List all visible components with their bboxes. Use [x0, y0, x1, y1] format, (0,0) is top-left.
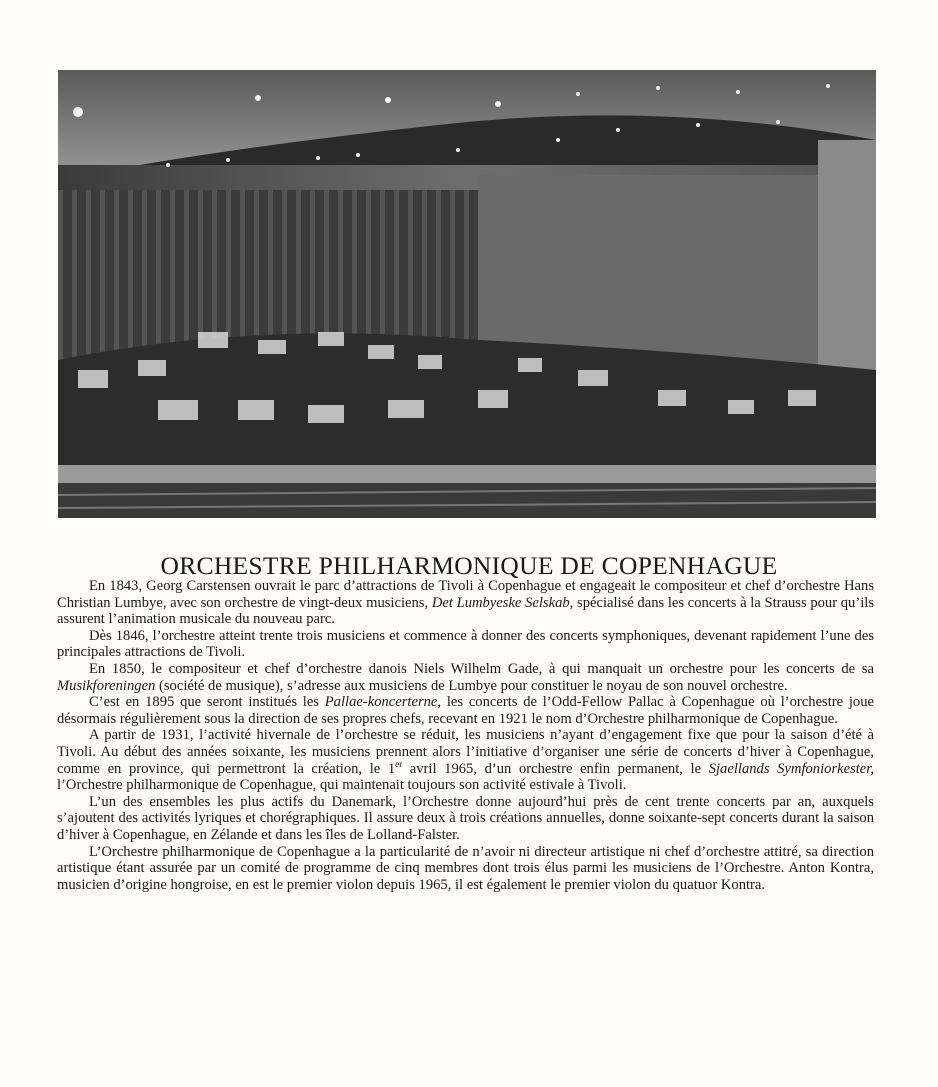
italic-title: Sjaellands Symfoniorkester,	[708, 760, 874, 777]
text-run: spécialisé dans les concerts à la Strauss pour qu’ils assurent l’animation musicale du nouveau parc.	[57, 594, 875, 628]
paragraph	[57, 661, 874, 694]
text-run: avril 1965, d’un orchestre enfin permanent, le	[402, 760, 709, 777]
italic-title: Musikforeningen	[57, 677, 156, 694]
text-run: C’est en 1895 que seront institués les	[89, 694, 325, 711]
paragraph	[57, 628, 874, 661]
italic-title: Pallae-koncerterne,	[324, 694, 442, 711]
paragraph	[57, 727, 874, 793]
text-run: A partir de 1931, l’activité hivernale de l’orchestre se réduit, les musiciens n’ayant d’engagement fixe que pour la saison d’été à Tivoli. Au début des années soixante, les musiciens prennent alors l’initiative d’organiser une série de concerts d’hiver à Copenhague, comme en province, qui permettront la création, le 1	[57, 727, 874, 777]
text-run: (société de musique), s’adresse aux musiciens de Lumbye pour constituer le noyau de son nouvel orchestre.	[155, 677, 788, 694]
text-run: Dès 1846, l’orchestre atteint trente trois musiciens et commence à donner des concerts symphoniques, devenant rapidement l’une des principales attractions de Tivoli.	[57, 627, 874, 661]
text-run: En 1850, le compositeur et chef d’orchestre danois Niels Wilhelm Gade, à qui manquait un orchestre pour les concerts de sa	[89, 660, 874, 677]
article-body	[57, 578, 874, 893]
text-run: En 1843, Georg Carstensen ouvrait le parc d’attractions de Tivoli à Copenhague et engageait le compositeur et chef d’orchestre Hans Christian Lumbye, avec son orchestre de vingt-deux musiciens,	[57, 578, 874, 611]
orchestra-photo	[58, 70, 876, 518]
paragraph	[57, 578, 874, 628]
paragraph	[57, 794, 874, 844]
text-run: L’Orchestre philharmonique de Copenhague a la particularité de n’avoir ni directeur artistique ni chef d’orchestre attitré, sa direction artistique étant assurée par un comité de programme de cinq membres dont trois élus parmi les musiciens de l’Orchestre. Anton Kontra, musicien d’origine hongroise, en est le premier violon depuis 1965, il est également le premier violon du quatuor Kontra.	[57, 843, 874, 893]
paragraph	[57, 694, 874, 727]
page-title: ORCHESTRE PHILHARMONIQUE DE COPENHAGUE	[160, 551, 778, 581]
paragraph	[57, 844, 874, 894]
italic-title: Det Lumbyeske Selskab,	[431, 594, 574, 611]
text-run: L’un des ensembles les plus actifs du Danemark, l’Orchestre donne aujourd’hui près de cent trente concerts par an, auxquels s’ajoutent des activités lyriques et chorégraphiques. Il assure deux à trois créations annuelles, donne soixante-sept concerts durant la saison d’hiver à Copenhague, en Zélande et dans les îles de Lolland-Falster.	[57, 793, 874, 843]
text-run: les concerts de l’Odd-Fellow Pallac à Copenhague où l’orchestre joue désormais régulièrement sous la direction de ses propres chefs, recevant en 1921 le nom d’Orchestre philharmonique de Copenhague.	[57, 694, 875, 727]
text-run: l’Orchestre philharmonique de Copenhague, qui maintenait toujours son activité estivale à Tivoli.	[57, 777, 627, 794]
orchestra-photo-image	[58, 70, 876, 518]
ordinal-suffix: er	[395, 758, 403, 769]
